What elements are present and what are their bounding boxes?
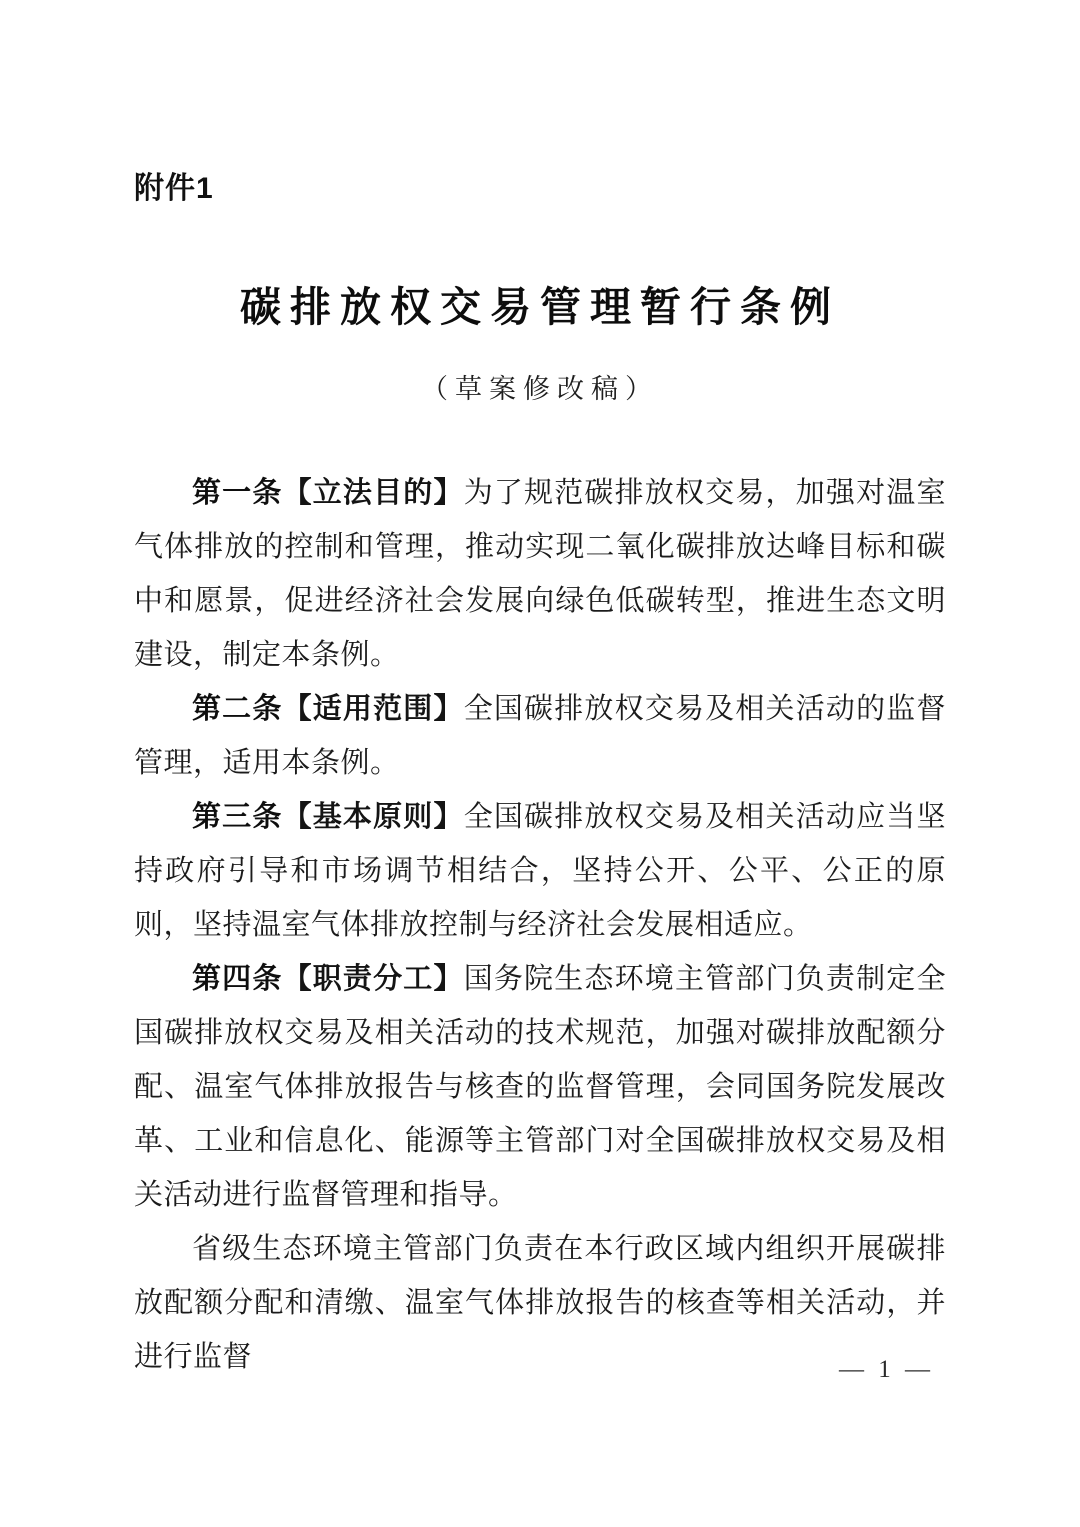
article-1-paragraph bbox=[134, 466, 946, 682]
document-title: 碳排放权交易管理暂行条例 bbox=[240, 284, 840, 330]
article-2-topic: 【适用范围】 bbox=[282, 693, 464, 725]
article-2-number: 第二条 bbox=[192, 693, 283, 725]
article-1-number: 第一条 bbox=[192, 477, 283, 509]
article-1-text: 为了规范碳排放权交易，加强对温室气体排放的控制和管理，推动实现二氧化碳排放达峰目标和碳中和愿景，促进经济社会发展向绿色低碳转型，推进生态文明建设，制定本条例。 bbox=[134, 477, 946, 671]
document-body bbox=[134, 466, 946, 1384]
article-4-continuation-paragraph bbox=[134, 1222, 946, 1384]
page-number-footer: — 1 — bbox=[839, 1356, 934, 1383]
article-2-paragraph bbox=[134, 682, 946, 790]
article-3-text: 全国碳排放权交易及相关活动应当坚持政府引导和市场调节相结合，坚持公开、公平、公正的原则，坚持温室气体排放控制与经济社会发展相适应。 bbox=[134, 801, 946, 941]
article-4-topic: 【职责分工】 bbox=[282, 963, 464, 995]
article-4-continuation-text: 省级生态环境主管部门负责在本行政区域内组织开展碳排放配额分配和清缴、温室气体排放报告的核查等相关活动，并进行监督 bbox=[134, 1233, 946, 1373]
document-subtitle: （草案修改稿） bbox=[421, 374, 659, 404]
article-4-number: 第四条 bbox=[192, 963, 283, 995]
article-3-topic: 【基本原则】 bbox=[282, 801, 464, 833]
article-3-paragraph bbox=[134, 790, 946, 952]
article-2-text: 全国碳排放权交易及相关活动的监督管理，适用本条例。 bbox=[134, 693, 946, 779]
article-3-number: 第三条 bbox=[192, 801, 283, 833]
article-1-topic: 【立法目的】 bbox=[282, 477, 464, 509]
attachment-label: 附件1 bbox=[134, 172, 214, 205]
article-4-text: 国务院生态环境主管部门负责制定全国碳排放权交易及相关活动的技术规范，加强对碳排放配额分配、温室气体排放报告与核查的监督管理，会同国务院发展改革、工业和信息化、能源等主管部门对全国碳排放权交易及相关活动进行监督管理和指导。 bbox=[134, 963, 946, 1211]
article-4-paragraph bbox=[134, 952, 946, 1222]
